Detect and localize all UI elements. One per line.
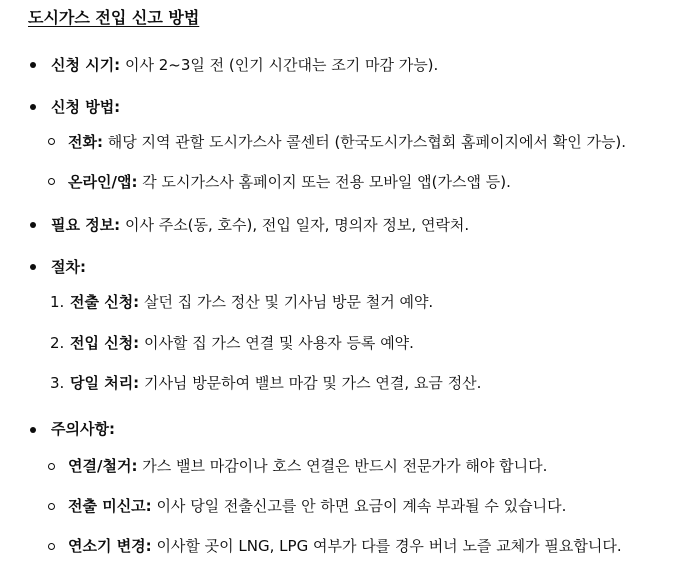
- sub-bullet-marker: [48, 178, 55, 185]
- list-item: [51, 257, 86, 277]
- item-label: 절차:: [51, 258, 86, 276]
- item-text: 가스 밸브 마감이나 호스 연결은 반드시 전문가가 해야 합니다.: [137, 457, 548, 475]
- list-item: [68, 456, 547, 476]
- item-text: 이사 주소(동, 호수), 전입 일자, 명의자 정보, 연락처.: [120, 216, 470, 234]
- item-label: 전출 미신고:: [68, 497, 152, 515]
- bullet-marker: [30, 222, 36, 228]
- list-item: [51, 97, 120, 117]
- item-text: 이사할 곳이 LNG, LPG 여부가 다를 경우 버너 노즐 교체가 필요합니다.: [151, 537, 622, 555]
- item-label: 전화:: [68, 133, 103, 151]
- item-text: 각 도시가스사 홈페이지 또는 전용 모바일 앱(가스앱 등).: [137, 173, 511, 191]
- list-number: 3.: [50, 374, 65, 392]
- list-item: [70, 373, 481, 393]
- item-text: 이사 당일 전출신고를 안 하면 요금이 계속 부과될 수 있습니다.: [151, 497, 567, 515]
- bullet-marker: [30, 427, 36, 433]
- item-label: 전출 신청:: [70, 293, 140, 311]
- list-item: [68, 132, 626, 152]
- item-label: 신청 시기:: [51, 56, 121, 74]
- sub-bullet-marker: [48, 138, 55, 145]
- sub-bullet-marker: [48, 543, 55, 550]
- bullet-marker: [30, 264, 36, 270]
- bullet-marker: [30, 62, 36, 68]
- item-label: 필요 정보:: [51, 216, 121, 234]
- item-text: 이사할 집 가스 연결 및 사용자 등록 예약.: [139, 334, 414, 352]
- item-label: 연결/철거:: [68, 457, 138, 475]
- item-label: 전입 신청:: [70, 334, 140, 352]
- item-text: 해당 지역 관할 도시가스사 콜센터 (한국도시가스협회 홈페이지에서 확인 가능).: [102, 133, 627, 151]
- item-label: 당일 처리:: [70, 374, 140, 392]
- list-item: [68, 172, 511, 192]
- item-text: 이사 2~3일 전 (인기 시간대는 조기 마감 가능).: [120, 56, 439, 74]
- list-item: [51, 55, 438, 75]
- list-item: [51, 215, 469, 235]
- item-text: 살던 집 가스 정산 및 기사님 방문 철거 예약.: [139, 293, 434, 311]
- bullet-marker: [30, 104, 36, 110]
- list-number: 1.: [50, 293, 65, 311]
- page-title: 도시가스 전입 신고 방법: [28, 8, 200, 27]
- sub-bullet-marker: [48, 503, 55, 510]
- item-label: 신청 방법:: [51, 98, 121, 116]
- list-item: [70, 292, 433, 312]
- list-item: [70, 333, 414, 353]
- item-text: 기사님 방문하여 밸브 마감 및 가스 연결, 요금 정산.: [139, 374, 482, 392]
- list-item: [68, 496, 566, 516]
- sub-bullet-marker: [48, 463, 55, 470]
- item-label: 온라인/앱:: [68, 173, 138, 191]
- list-item: [68, 536, 622, 556]
- item-label: 연소기 변경:: [68, 537, 152, 555]
- list-number: 2.: [50, 334, 65, 352]
- item-label: 주의사항:: [51, 420, 115, 438]
- list-item: [51, 419, 115, 439]
